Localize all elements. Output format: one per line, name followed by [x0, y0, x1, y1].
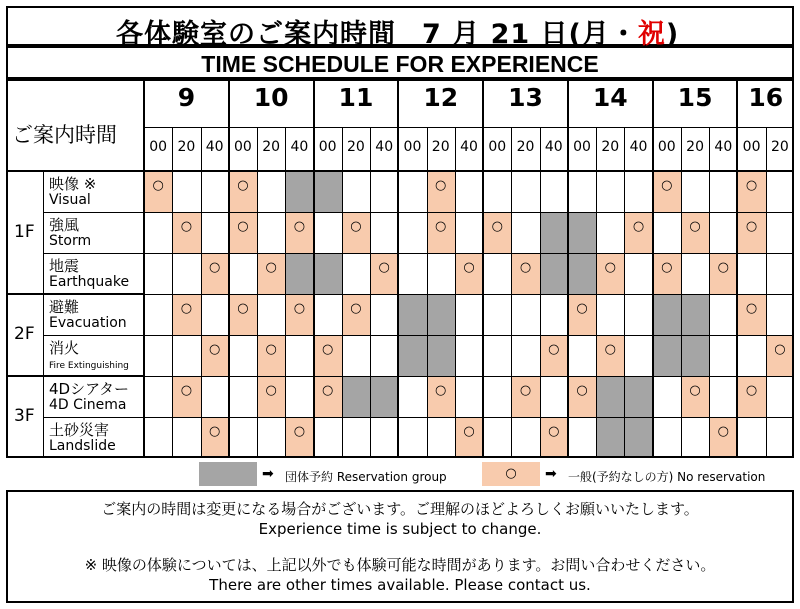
minute-label: 20	[601, 139, 620, 155]
legend-reserved-label: 団体予約 Reservation group	[285, 470, 447, 484]
available-cell	[568, 376, 596, 417]
reserved-cell	[427, 335, 455, 376]
available-cell	[257, 253, 285, 294]
circle-icon: ○	[548, 341, 560, 357]
minute-label: 40	[290, 139, 309, 155]
available-cell	[766, 335, 794, 376]
column-line	[482, 79, 484, 458]
column-line	[567, 79, 569, 458]
row-name-jp: 強風	[49, 216, 80, 234]
label-divider	[143, 79, 145, 458]
available-cell	[314, 335, 342, 376]
circle-icon: ○	[745, 218, 758, 234]
minute-label: 00	[488, 139, 507, 155]
column-line	[397, 79, 399, 458]
reserved-cell	[370, 376, 398, 417]
reserved-cell	[314, 253, 342, 294]
available-cell	[624, 212, 652, 253]
note-en-visual: There are other times available. Please contact us.	[209, 576, 591, 594]
available-cell	[201, 335, 229, 376]
minute-label: 40	[714, 139, 733, 155]
reserved-cell	[624, 417, 652, 458]
minute-label: 40	[460, 139, 478, 155]
circle-icon: ○	[237, 218, 249, 234]
minute-label: 20	[686, 139, 704, 155]
available-cell	[709, 417, 737, 458]
reserved-cell	[568, 253, 596, 294]
minute-label: 20	[347, 139, 365, 155]
row-name-jp: 4Dシアター	[49, 380, 130, 398]
circle-icon: ○	[208, 259, 221, 275]
hour-label: 13	[508, 83, 543, 112]
hour-label: 10	[253, 83, 289, 112]
circle-icon: ○	[774, 341, 786, 357]
minute-label: 00	[742, 139, 761, 155]
circle-icon: ○	[576, 300, 588, 316]
minute-label: 20	[770, 139, 789, 155]
grid-border-bottom	[6, 456, 794, 458]
reserved-cell	[342, 376, 370, 417]
row-name-en: Storm	[49, 233, 92, 249]
reserved-cell	[568, 212, 596, 253]
reserved-cell	[314, 171, 342, 212]
reserved-cell	[285, 253, 313, 294]
available-cell	[314, 376, 342, 417]
hour-label: 11	[338, 83, 374, 112]
minute-label: 40	[375, 139, 394, 155]
legend-general-label: 一般(予約なしの方) No reservation	[568, 470, 766, 484]
grid-border-right	[792, 79, 794, 458]
row-name-en: Earthquake	[49, 274, 130, 290]
column-line	[624, 127, 625, 458]
circle-icon: ○	[632, 218, 645, 234]
header-bottom-line	[6, 170, 794, 172]
available-cell	[427, 171, 455, 212]
hour-label: 16	[748, 83, 784, 112]
circle-icon: ○	[350, 218, 362, 234]
reserved-cell	[653, 294, 681, 335]
circle-icon: ○	[378, 259, 390, 275]
row-name-jp: 土砂災害	[49, 421, 110, 439]
header-label: ご案内時間	[12, 123, 117, 147]
column-line	[736, 79, 738, 458]
circle-icon: ○	[717, 423, 729, 439]
grid-border-top	[6, 79, 794, 81]
row-name-jp: 地震	[49, 257, 80, 275]
reserved-cell	[398, 335, 426, 376]
column-line	[511, 127, 512, 458]
circle-icon: ○	[293, 300, 306, 316]
legend-general-swatch	[482, 462, 540, 486]
hour-label: 9	[177, 83, 196, 112]
available-cell	[229, 171, 257, 212]
available-cell	[201, 417, 229, 458]
reserved-cell	[653, 335, 681, 376]
minute-label: 00	[149, 139, 168, 155]
available-cell	[257, 335, 285, 376]
available-cell	[709, 253, 737, 294]
circle-icon: ○	[491, 218, 503, 234]
row-name-en: Fire Extinguishing	[49, 361, 129, 371]
circle-icon: ○	[293, 423, 306, 439]
minute-label: 20	[262, 139, 281, 155]
column-line	[596, 127, 597, 458]
minute-label: 40	[205, 139, 224, 155]
available-cell	[172, 376, 200, 417]
available-cell	[455, 253, 483, 294]
circle-icon: ○	[180, 382, 193, 398]
circle-icon: ○	[180, 218, 193, 234]
circle-icon: ○	[745, 382, 758, 398]
circle-icon: ○	[689, 218, 701, 234]
row-name-en: Visual	[49, 192, 91, 208]
available-cell	[427, 376, 455, 417]
circle-icon: ○	[463, 423, 475, 439]
circle-icon: ○	[293, 218, 306, 234]
reserved-cell	[540, 253, 568, 294]
reserved-cell	[681, 294, 709, 335]
available-cell	[229, 212, 257, 253]
circle-icon: ○	[463, 259, 475, 275]
circle-icon: ○	[576, 382, 588, 398]
legend-arrow-icon: ➡	[262, 466, 274, 482]
hour-label: 15	[677, 83, 713, 112]
available-cell	[681, 212, 709, 253]
available-cell	[483, 212, 511, 253]
circle-icon: ○	[265, 259, 277, 275]
available-cell	[370, 253, 398, 294]
note-en-change: Experience time is subject to change.	[258, 520, 542, 538]
reserved-cell	[398, 294, 426, 335]
title-bar	[6, 6, 794, 50]
reserved-cell	[285, 171, 313, 212]
reserved-cell	[624, 376, 652, 417]
column-line	[766, 127, 767, 458]
circle-icon: ○	[435, 177, 447, 193]
minute-label: 00	[318, 139, 337, 155]
column-line	[370, 127, 371, 458]
reserved-cell	[540, 212, 568, 253]
available-cell	[172, 294, 200, 335]
minute-label: 00	[573, 139, 591, 155]
available-cell	[229, 294, 257, 335]
available-cell	[427, 212, 455, 253]
row-name-en: Evacuation	[49, 315, 127, 331]
row-name-en: Landslide	[49, 438, 116, 454]
holiday-text: 祝	[637, 19, 666, 50]
reserved-cell	[596, 417, 624, 458]
column-line	[455, 127, 456, 458]
reserved-cell	[427, 294, 455, 335]
circle-icon: ○	[265, 382, 277, 398]
minute-label: 20	[431, 139, 450, 155]
hour-label: 12	[423, 83, 459, 112]
column-line	[228, 79, 230, 458]
available-cell	[737, 171, 765, 212]
circle-icon: ○	[152, 177, 164, 193]
available-cell	[455, 417, 483, 458]
legend-circle-icon: ○	[505, 466, 517, 481]
available-cell	[737, 294, 765, 335]
circle-icon: ○	[745, 300, 758, 316]
column-line	[313, 79, 315, 458]
page-title: 各体験室のご案内時間	[116, 19, 396, 50]
circle-icon: ○	[548, 423, 560, 439]
available-cell	[653, 171, 681, 212]
circle-icon: ○	[237, 177, 249, 193]
minute-label: 40	[629, 139, 648, 155]
circle-icon: ○	[350, 300, 362, 316]
column-line	[285, 127, 286, 458]
available-cell	[342, 294, 370, 335]
date-text: 7 月 21 日(月	[422, 19, 610, 50]
available-cell	[285, 294, 313, 335]
minute-label: 40	[544, 139, 563, 155]
minute-label: 20	[177, 139, 196, 155]
available-cell	[144, 171, 172, 212]
available-cell	[596, 335, 624, 376]
notes-box	[6, 490, 794, 603]
available-cell	[596, 253, 624, 294]
column-line	[427, 127, 428, 458]
circle-icon: ○	[322, 382, 334, 398]
circle-icon: ○	[208, 423, 221, 439]
circle-icon: ○	[604, 259, 616, 275]
circle-icon: ○	[208, 341, 221, 357]
circle-icon: ○	[519, 259, 532, 275]
date-close: )	[665, 19, 680, 50]
circle-icon: ○	[265, 341, 277, 357]
floor-label: 3F	[14, 406, 35, 426]
circle-icon: ○	[689, 382, 701, 398]
available-cell	[568, 294, 596, 335]
available-cell	[737, 212, 765, 253]
circle-icon: ○	[661, 259, 673, 275]
circle-icon: ○	[717, 259, 729, 275]
minute-label: 00	[403, 139, 422, 155]
floor-column-divider	[43, 171, 44, 458]
legend-arrow-icon: ➡	[545, 466, 557, 482]
circle-icon: ○	[661, 177, 673, 193]
row-name-jp: 避難	[49, 298, 80, 316]
row-name-jp: 映像 ※	[49, 175, 97, 193]
circle-icon: ○	[435, 382, 447, 398]
circle-icon: ○	[237, 300, 249, 316]
reserved-cell	[596, 376, 624, 417]
available-cell	[540, 417, 568, 458]
hour-label: 14	[592, 83, 628, 112]
circle-icon: ○	[519, 382, 532, 398]
circle-icon: ○	[435, 218, 447, 234]
column-line	[652, 79, 654, 458]
available-cell	[653, 253, 681, 294]
schedule-grid	[6, 79, 794, 458]
circle-icon: ○	[745, 177, 758, 193]
circle-icon: ○	[604, 341, 616, 357]
subtitle-bar	[6, 46, 794, 79]
circle-icon: ○	[180, 300, 193, 316]
minute-label: 00	[657, 139, 676, 155]
available-cell	[285, 212, 313, 253]
floor-label: 2F	[14, 324, 35, 344]
available-cell	[201, 253, 229, 294]
floor-label: 1F	[14, 221, 35, 242]
row-name-jp: 消火	[49, 339, 80, 357]
circle-icon: ○	[322, 341, 334, 357]
available-cell	[257, 376, 285, 417]
row-name-en: 4D Cinema	[49, 397, 127, 413]
subtitle-text: TIME SCHEDULE FOR EXPERIENCE	[201, 51, 599, 77]
column-line	[201, 127, 202, 458]
column-line	[342, 127, 343, 458]
column-line	[540, 127, 541, 458]
note-jp-visual: ※ 映像の体験については、上記以外でも体験可能な時間があります。お問い合わせください。	[84, 556, 716, 574]
available-cell	[285, 417, 313, 458]
legend-reserved-swatch	[199, 462, 257, 486]
available-cell	[342, 212, 370, 253]
available-cell	[681, 376, 709, 417]
grid-border-left	[6, 79, 8, 458]
minute-label: 20	[516, 139, 535, 155]
note-jp-change: ご案内の時間は変更になる場合がございます。ご理解のほどよろしくお願いいたします。	[101, 500, 699, 518]
date-dot: ・	[609, 19, 638, 50]
available-cell	[540, 335, 568, 376]
available-cell	[172, 212, 200, 253]
column-line	[257, 127, 258, 458]
available-cell	[511, 376, 539, 417]
minute-label: 00	[233, 139, 252, 155]
column-line	[172, 127, 173, 458]
available-cell	[511, 253, 539, 294]
column-line	[681, 127, 682, 458]
available-cell	[737, 376, 765, 417]
hour-row-line	[144, 127, 794, 128]
reserved-cell	[681, 335, 709, 376]
column-line	[709, 127, 710, 458]
